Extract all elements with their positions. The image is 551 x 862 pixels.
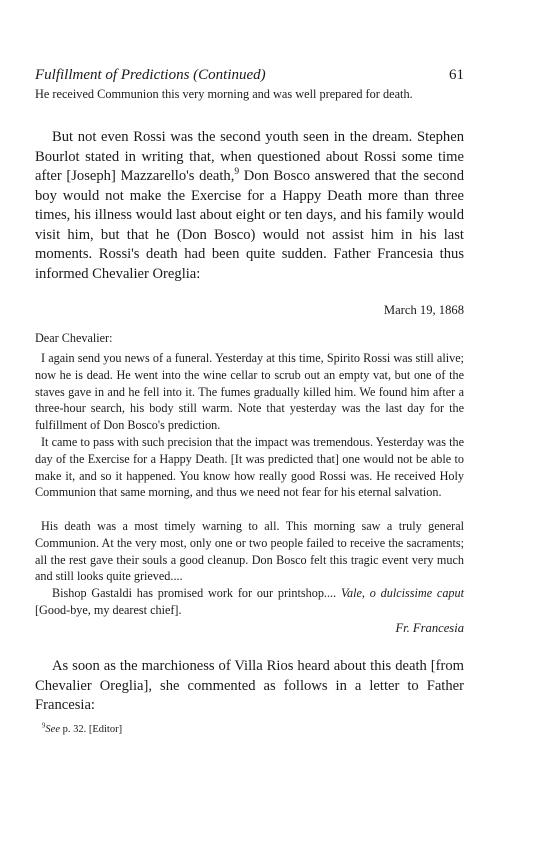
page-number: 61 (449, 67, 464, 83)
letter-paragraph-2: It came to pass with such precision that the impact was tremendous. Yesterday was the day of the Exercise for a Happy Death. [It was predicted that] one would not be able to make it, and so it happened. You know how really good Rossi was. He received Holy Communion that same morning, and thus we need not fear for his eternal salvation. (35, 435, 464, 500)
running-header (35, 63, 464, 87)
letter-latin-translation: [Good-bye, my dearest chief]. (35, 602, 182, 617)
body-paragraph-rossi (35, 128, 464, 284)
letter-paragraph-4 (35, 585, 464, 619)
footnote-reference: 9 (234, 167, 240, 178)
letter-date: March 19, 1868 (383, 303, 464, 317)
footnote-mark: 9 (42, 722, 46, 730)
footnote-see: See (45, 724, 60, 735)
para2-text-b: Don Bosco answered that the second boy would not make the Exercise for a Happy Death more than three times, his illness would last about eight or ten days, and his family would visit him, but that he (Don Bosco) would not assist him in his last moments. Rossi's death had been quite sudden. Father Francesia thus informed Chevalier Oreglia: (35, 168, 464, 282)
letter-paragraph-3: His death was a most timely warning to all. This morning saw a truly general Communion. At the very most, only one or two people failed to receive the sacraments; all the rest gave their souls a good cleanup. Don Bosco felt this tragic event very much and still looks quite grieved.... (35, 519, 464, 584)
footnote-ref: p. 32. [Editor] (62, 724, 123, 735)
body-paragraph-marchioness: As soon as the marchioness of Villa Rios heard about this death [from Chevalier Oreglia], she commented as follows in a letter to Father Francesia: (35, 658, 464, 713)
footnote (42, 722, 122, 738)
running-title: Fulfillment of Predictions (Continued) (35, 67, 266, 83)
letter-p4-text: Bishop Gastaldi has promised work for our printshop.... (52, 586, 337, 600)
letter-paragraph-1: I again send you news of a funeral. Yesterday at this time, Spirito Rossi was still alive; now he is dead. He went into the wine cellar to scrub out an empty vat, but one of the staves gave in and he fell into it. The fumes gradually killed him. We found him after a three-hour search, his body still warm. Note that yesterday was the last day for the fulfillment of Don Bosco's prediction. (35, 351, 464, 433)
letter-signature: Fr. Francesia (395, 621, 464, 635)
para2-text-a: But not even Rossi was the second youth seen in the dream. Stephen Bourlot stated in writing that, when questioned about Rossi some time after [Joseph] Mazzarello's death, (35, 129, 464, 184)
intro-paragraph: He received Communion this very morning and was well prepared for death. (35, 87, 413, 101)
letter-salutation: Dear Chevalier: (35, 331, 113, 345)
letter-latin-phrase: Vale, o dulcissime caput (340, 586, 465, 600)
